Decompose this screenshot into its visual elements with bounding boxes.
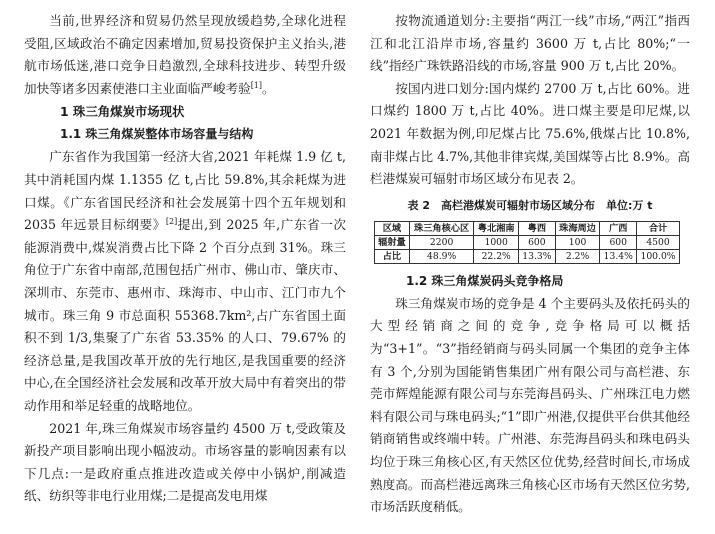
paragraph-guangdong <box>24 146 346 417</box>
table-cell: 占比 <box>375 249 410 263</box>
table-row <box>375 249 680 263</box>
table-cell: 2200 <box>409 235 473 249</box>
table-header-cell: 珠海周边 <box>555 221 600 235</box>
table-cell: 1000 <box>474 235 519 249</box>
table-header-cell: 珠三角核心区 <box>409 221 473 235</box>
section-1-heading: 1 珠三角煤炭市场现状 <box>60 104 185 120</box>
table-header-row <box>375 221 680 235</box>
citation-2[interactable]: [2] <box>165 216 178 226</box>
intro-paragraph <box>24 10 346 100</box>
paragraph-logistics: 按物流通道划分:主要指“两江一线”市场,“两江”指西江和北江沿岸市场,容量约 3600 万 t,占比 80%;“一线”指经广珠铁路沿线的市场,容量 900 万 t,占比 20%。 <box>370 13 690 74</box>
section-1-2-heading: 1.2 珠三角煤炭码头竞争格局 <box>406 273 564 288</box>
table-cell: 100 <box>555 235 600 249</box>
table-header-cell: 广西 <box>600 221 637 235</box>
table-header-cell: 区域 <box>375 221 410 235</box>
paragraph-guangdong-a: 广东省作为我国第一经济大省,2021 年耗煤 1.9 亿 t,其中消耗国内煤 1.1355 亿 t,占比 59.8%,其余耗煤为进口煤。《广东省国民经济和社会发展第十四个五年规划和 2035 年远景目标纲要》 <box>24 149 346 233</box>
paragraph-guangdong-b: 提出,到 2025 年,广东省一次能源消费中,煤炭消费占比下降 2 个百分点到 31%。珠三角位于广东省中南部,范围包括广州市、佛山市、肇庆市、深圳市、东莞市、惠州市、珠海市、中山市、江门市九个城市。珠三角 9 市总面积 55368.7km²,占广东省国土面积不到 1/3,集聚了广东省 53.35% 的人口、79.67% 的经济总量,是我国改革开放的先行地区,是我国重要的经济中心,在全国经济社会发展和改革开放大局中有着突出的带动作用和举足轻重的战略地位。 <box>24 217 346 413</box>
intro-end: 。 <box>262 80 275 96</box>
table-cell: 2.2% <box>555 249 600 263</box>
table-2-title: 表 2 高栏港煤炭可辐射市场区域分布 单位:万 t <box>407 198 653 212</box>
table-cell: 13.3% <box>519 249 556 263</box>
table-row <box>375 235 680 249</box>
intro-text: 当前,世界经济和贸易仍然呈现放缓趋势,全球化进程受阻,区域政治不确定因素增加,贸易投资保护主义抬头,港航市场低迷,港口竞争日趋激烈,全球科技进步、转型升级加快等诸多因素使港口主业面临严峻考验 <box>24 13 346 96</box>
paragraph-domestic-import: 按国内进口划分:国内煤约 2700 万 t,占比 60%。进口煤约 1800 万 t,占比 40%。进口煤主要是印尼煤,以 2021 年数据为例,印尼煤占比 75.6%,俄煤占比 10.8%,南非煤占比 4.7%,其他非律宾煤,美国煤等占比 8.9%。高栏港煤炭可辐射市场区域分布见表 2。 <box>370 80 690 187</box>
table-header-cell: 合计 <box>637 221 680 235</box>
table-cell: 辐射量 <box>375 235 410 249</box>
table-2 <box>374 221 680 264</box>
table-header-cell: 粤西 <box>519 221 556 235</box>
table-cell: 600 <box>519 235 556 249</box>
paragraph-market-capacity: 2021 年,珠三角煤炭市场容量约 4500 万 t,受政策及新投产项目影响出现小幅波动。市场容量的影响因素有以下几点:一是政府重点推进改造或关停中小锅炉,削减造纸、纺织等非电行业用煤;二是提高发电用煤 <box>24 420 346 504</box>
table-cell: 600 <box>600 235 637 249</box>
table-header-cell: 粤北湘南 <box>474 221 519 235</box>
left-column <box>24 10 346 508</box>
paragraph-competition: 珠三角煤炭市场的竞争是 4 个主要码头及依托码头的大型经销商之间的竞争,竞争格局可以概括为“3+1”。“3”指经销商与码头同属一个集团的竞争主体有 3 个,分别为国能销售集团广州有限公司与高栏港、东莞市辉煌能源有限公司与东莞海昌码头、广州珠江电力燃料有限公司与珠电码头;“1”即广州港,仅提供平台供其他经销商销售或终端中转。广州港、东莞海昌码头和珠电码头均位于珠三角核心区,有天然区位优势,经营时间长,市场成熟度高。而高栏港远离珠三角核心区市场有天然区位劣势,市场活跃度稍低。 <box>370 295 690 515</box>
table-cell: 100.0% <box>637 249 680 263</box>
table-cell: 22.2% <box>474 249 519 263</box>
right-column <box>370 10 690 519</box>
table-cell: 13.4% <box>600 249 637 263</box>
table-cell: 48.9% <box>409 249 473 263</box>
citation-1[interactable]: [1] <box>250 80 263 90</box>
section-1-1-heading: 1.1 珠三角煤炭整体市场容量与结构 <box>60 127 254 142</box>
table-cell: 4500 <box>637 235 680 249</box>
